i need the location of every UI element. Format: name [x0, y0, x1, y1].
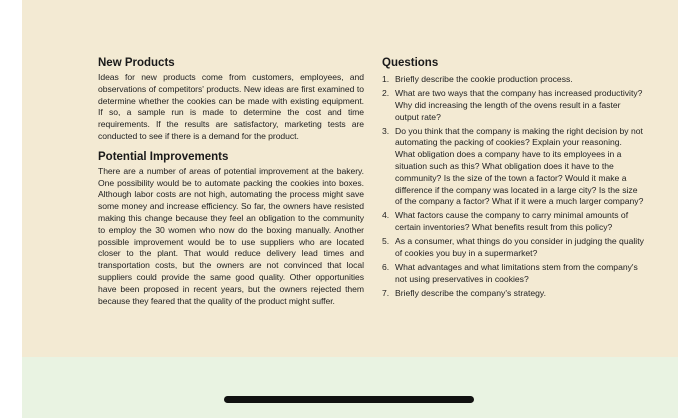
question-number: 1. [382, 74, 390, 84]
question-item [382, 236, 644, 260]
question-item [382, 210, 644, 234]
questions-heading: Questions [382, 57, 439, 69]
question-number: 6. [382, 261, 390, 272]
questions-list [382, 74, 644, 299]
question-text: As a consumer, what things do you consider in judging the quality of cookies you buy in a supermarket? [395, 236, 644, 258]
question-number: 3. [382, 125, 390, 136]
new-products-paragraph: Ideas for new products come from customers, employees, and observations of competitors' products. New ideas are first examined to determine whether the cookies can be made with existing equipment. If so, a sample run is made to determine the cost and time requirements. If the results are satisfactory, marketing tests are conducted to see if there is a demand for the product. [98, 72, 364, 141]
potential-improvements-paragraph: There are a number of areas of potential improvement at the bakery. One possibility would be to automate packing the cookies into boxes. Although labor costs are not high, automating the process might save some money and increase efficiency. So far, the owners have resisted making this change because they feel an obligation to the community to employ the 30 women who now do the boxing manually. Another possible improvement would be to use suppliers who are located closer to the plant. That would reduce delivery lead times and transportation costs, but the owners are not convinced that local suppliers could provide the same good quality. Other opportunities have been proposed in recent years, but the owners rejected them because they feared that the quality of the product might suffer. [98, 165, 364, 306]
question-item [382, 126, 644, 209]
question-item [382, 262, 644, 286]
right-column [382, 56, 644, 302]
question-text: What advantages and what limitations stem from the company's not using preservatives in cookies? [395, 261, 638, 284]
potential-improvements-heading: Potential Improvements [98, 150, 229, 163]
question-number: 4. [382, 210, 390, 221]
question-item [382, 88, 644, 123]
left-column [98, 56, 364, 307]
question-text: Do you think that the company is making the right decision by not automating the packing of cookies? Explain your reasoning. What obligation does a company have to its employees in a situation such as this? What obligation does it have to the community? Is the size of the town a factor? Would it make a difference if the company was located in a large city? Is the size of the company a factor? What if it were a much larger company? [395, 125, 644, 207]
question-text: What factors cause the company to carry minimal amounts of certain inventories? What benefits result from this policy? [395, 210, 629, 233]
question-text: What are two ways that the company has increased productivity? Why did increasing the length of the ovens result in a faster output rate? [395, 87, 643, 122]
new-products-heading: New Products [98, 57, 175, 69]
question-number: 2. [382, 87, 390, 98]
question-number: 5. [382, 236, 390, 247]
question-text: Briefly describe the company's strategy. [395, 287, 546, 298]
question-text: Briefly describe the cookie production process. [395, 74, 573, 84]
home-indicator-bar[interactable] [224, 396, 474, 403]
question-item [382, 288, 644, 300]
question-item [382, 74, 644, 86]
question-number: 7. [382, 287, 390, 298]
